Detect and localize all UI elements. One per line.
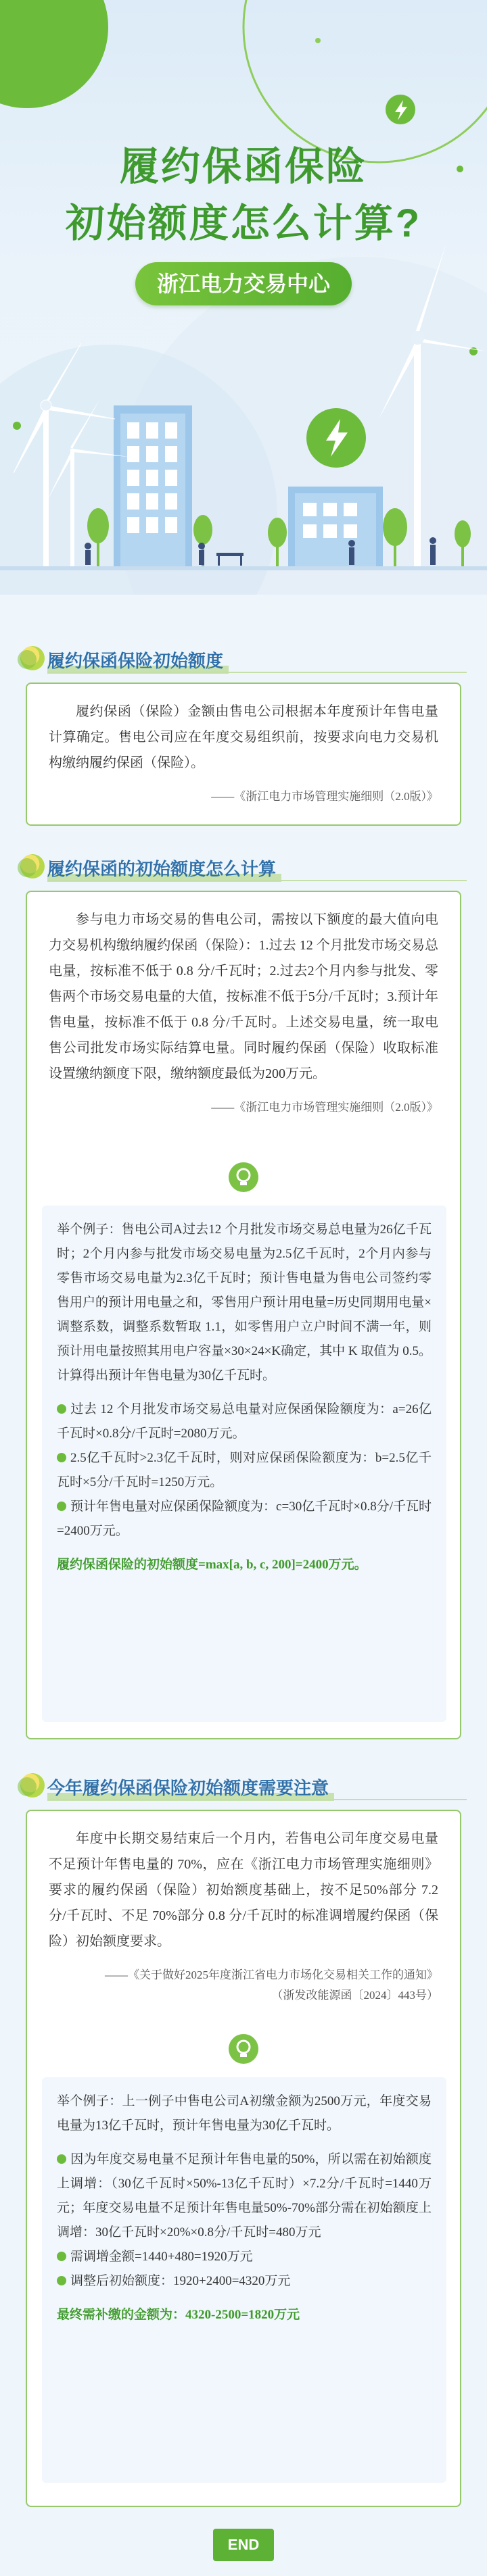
section-1-body: 履约保函（保险）金额由售电公司根据本年度预计年售电量计算确定。售电公司应在年度交易组织前，按要求向电力交易机构缴纳履约保函（保险）。: [49, 704, 438, 770]
example-2-bullet: 需调增金额=1440+480=1920万元: [57, 2245, 432, 2269]
heading-dot-icon: [20, 646, 45, 670]
example-1-bullet: 预计年售电量对应保函保险额度为：c=30亿千瓦时×0.8分/千瓦时=2400万元。: [57, 1495, 432, 1543]
example-1-conclusion: 履约保函保险的初始额度=max[a, b, c, 200]=2400万元。: [57, 1558, 367, 1572]
hero-title-line1: 履约保函保险: [119, 145, 367, 189]
deco-arc: [244, 0, 487, 162]
example-2-intro: 举个例子：上一例子中售电公司A初缴金额为2500万元，年度交易电量为13亿千瓦时，预计年售电量为30亿千瓦时。: [57, 2094, 432, 2133]
section-2-source: ——《浙江电力市场管理实施细则（2.0版）》: [211, 1101, 438, 1114]
section-2-example: [42, 1206, 446, 1722]
example-1-bullet: 过去 12 个月批发市场交易总电量对应保函保险额度为：a=26亿千瓦时×0.8分/千瓦时=2080万元。: [57, 1397, 432, 1446]
section-2-heading: [20, 849, 467, 883]
end-marker: END: [213, 2529, 274, 2561]
section-3-title: 今年履约保函保险初始额度需要注意: [47, 1775, 329, 1800]
example-2-conclusion: 最终需补缴的金额为：4320-2500=1820万元: [57, 2308, 300, 2322]
hero-title: [0, 139, 487, 252]
section-3-body: 年度中长期交易结束后一个月内，若售电公司年度交易电量不足预计年售电量的 70%，应在《浙江电力市场管理实施细则》要求的履约保函（保险）初始额度基础上，按不足50%部分 7.2 分/千瓦时、不足 70%部分 0.8 分/千瓦时的标准调增履约保函（保险）初始额度要求。: [49, 1831, 438, 1949]
example-1-bullet: 2.5亿千瓦时>2.3亿千瓦时，则对应保函保险额度为：b=2.5亿千瓦时×5分/千瓦时=1250万元。: [57, 1446, 432, 1495]
section-1-card: [26, 683, 461, 826]
hero-title-line2: 初始额度怎么计算?: [65, 201, 422, 245]
section-3-source-line1: ——《关于做好2025年度浙江省电力市场化交易相关工作的通知》: [105, 1968, 438, 1981]
corner-circle: [0, 0, 108, 108]
example-2-bullet: 调整后初始额度：1920+2400=4320万元: [57, 2269, 432, 2294]
section-2-body: 参与电力市场交易的售电公司，需按以下额度的最大值向电力交易机构缴纳履约保函（保险）：1.过去 12 个月批发市场交易总电量，按标准不低于 0.8 分/千瓦时；2.过去2个月内参与批发、零售两个市场交易电量的大值，按标准不低于5分/千瓦时；3.预计年售电量，按标准不低于 0.8 分/千瓦时。上述交易电量，统一取电售公司批发市场实际结算电量。同时履约保函（保险）收取标准设置缴纳额度下限，缴纳额度最低为200万元。: [49, 912, 438, 1081]
section-3-heading: [20, 1768, 467, 1802]
lightbulb-icon: [229, 1162, 258, 1192]
section-2-title: 履约保函的初始额度怎么计算: [47, 856, 276, 881]
lightbulb-icon: [229, 2034, 258, 2064]
hero-banner: [0, 0, 487, 595]
section-3-example: [42, 2077, 446, 2483]
example-2-bullet: 因为年度交易电量不足预计年售电量的50%，所以需在初始额度上调增：（30亿千瓦时×50%-13亿千瓦时）×7.2分/千瓦时=1440万元；年度交易电量不足预计年售电量50%-70%部分需在初始额度上调增：30亿千瓦时×20%×0.8分/千瓦时=480万元: [57, 2148, 432, 2245]
hero-subtitle-pill: 浙江电力交易中心: [135, 262, 352, 305]
example-1-intro: 举个例子：售电公司A过去12 个月批发市场交易总电量为26亿千瓦时；2个月内参与批发市场交易电量为2.5亿千瓦时，2个月内参与零售市场交易电量为2.3亿千瓦时；预计售电量为售电公司签约零售用户的预计用电量之和，零售用户预计用电量=历史同期用电量×调整系数，调整系数暂取 1.1，如零售用户立户时间不满一年，则预计用电量按照其用电户容量×30×24×K确定，其中 K 取值为 0.5。计算得出预计年售电量为30亿千瓦时。: [57, 1222, 432, 1383]
section-1-title: 履约保函保险初始额度: [47, 647, 223, 672]
heading-dot-icon: [20, 854, 45, 878]
section-1-heading: [20, 641, 467, 674]
section-3-source-line2: （浙发改能源函〔2024〕443号）: [271, 1989, 438, 2002]
heading-dot-icon: [20, 1773, 45, 1798]
section-1-source: ——《浙江电力市场管理实施细则（2.0版）》: [211, 790, 438, 803]
